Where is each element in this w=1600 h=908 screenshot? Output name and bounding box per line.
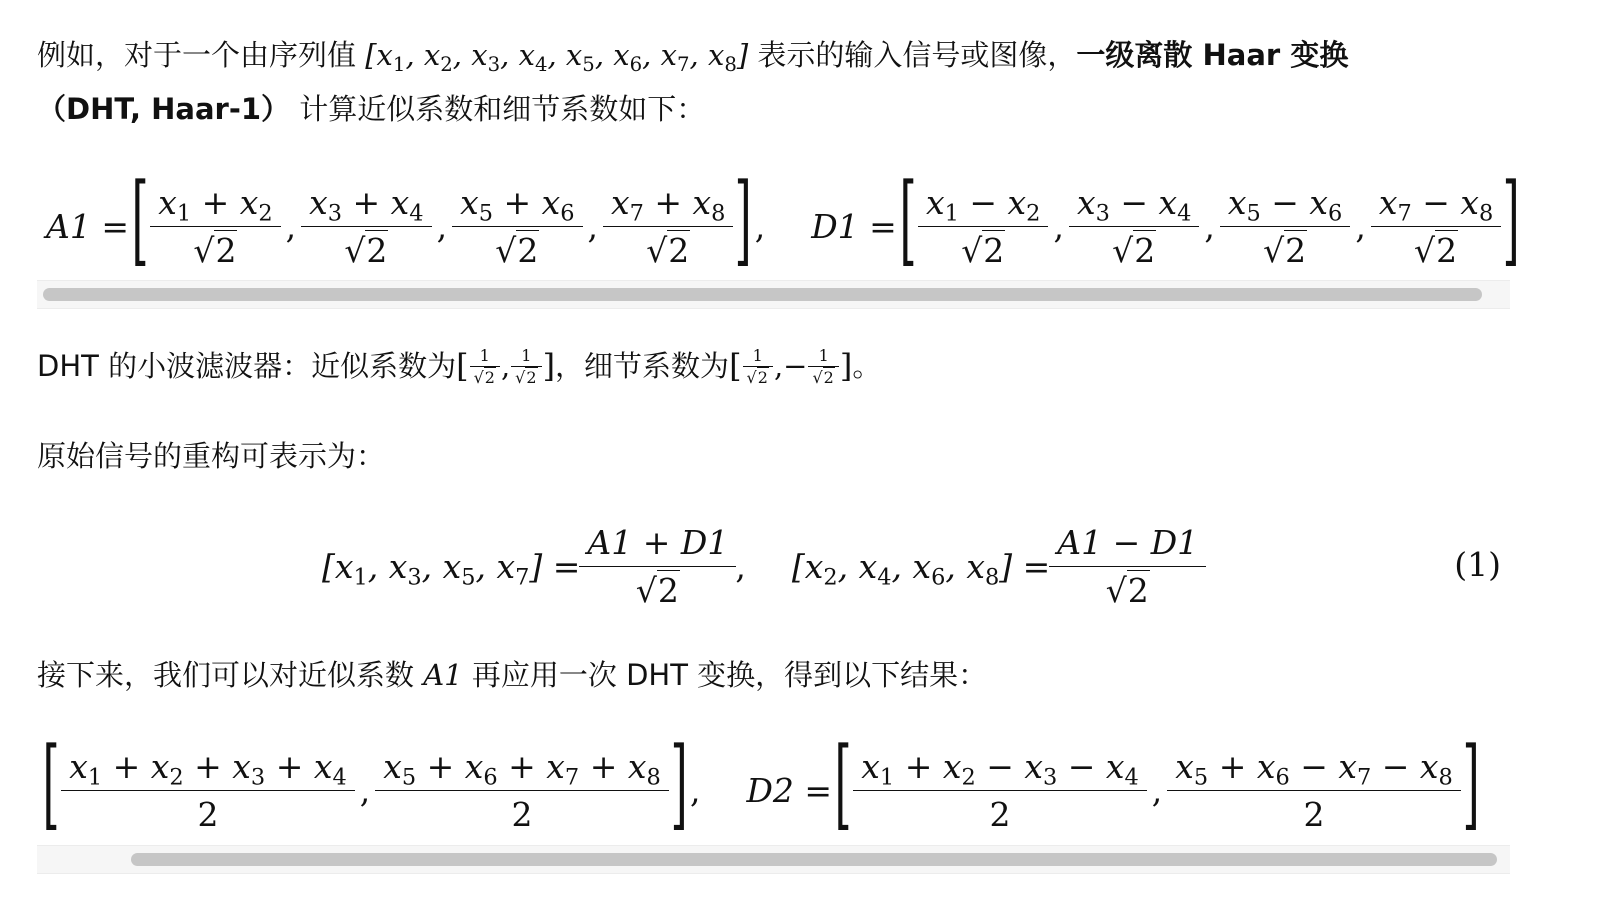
d1-term-4: [1375, 183, 1497, 270]
a2-term-1: [65, 747, 351, 834]
numerator: $x_5 - x_6$: [1227, 182, 1343, 227]
denominator: 2: [853, 790, 1147, 834]
next-text: 接下来，我们可以对近似系数: [37, 658, 415, 692]
denominator: √2: [452, 226, 582, 270]
a1-lhs: A1 =: [46, 206, 129, 246]
numerator: $x_3 + x_4$: [309, 182, 424, 227]
equation-scrollbar-2[interactable]: [37, 845, 1510, 874]
numerator: $x_5 + x_6$: [460, 182, 575, 227]
right-bracket: ]: [1462, 727, 1480, 841]
a1-term-1: [154, 183, 276, 270]
filters-text-2: ，细节系数为: [555, 349, 730, 384]
numerator: $x_1 - x_2$: [926, 182, 1041, 227]
reconstruct-text: 原始信号的重构可表示为：: [37, 439, 386, 473]
numerator: $x_7 + x_8$: [611, 182, 726, 227]
input-vector: [$x_1$, $x_2$, $x_3$, $x_4$, $x_5$, $x_6$, $x_7$, $x_8$]: [365, 38, 749, 76]
odd-fraction: [583, 523, 732, 610]
a1-term-3: [456, 183, 578, 270]
approx-coef-2: $\frac{1}{√2}$: [513, 346, 539, 387]
denominator: √2: [603, 226, 733, 270]
equation-level1: A1 = [ $\frac{x_1 + x_2}{√2}$ , $\frac{x_3 + x_4}{√2}$ , $\frac{x_5 + x_6}{√2}$ , $\frac{x_7 + x_8}{√2}$ ] , D1 = [ $\frac{x_1 - x_2}{√2}$ , $\frac{x_3 - x_4}{√2}$ , $\frac{x_5 - x_6}{√2}$ , $\frac{x_7 - x_8}{√2}$ ]: [46, 163, 1520, 277]
equation-scrollbar-1[interactable]: [37, 280, 1510, 309]
dht-abbr: （DHT, Haar-1）: [37, 92, 291, 126]
numerator: $x_1 + x_2 + x_3 + x_4$: [69, 746, 347, 791]
denominator: 2: [1167, 790, 1461, 834]
even-fraction: [1053, 523, 1202, 610]
dht-term: 一级离散 Haar 变换: [1076, 38, 1349, 72]
d2-lhs: D2 =: [746, 770, 833, 810]
left-bracket: [: [131, 163, 149, 277]
numerator: $x_5 + x_6 + x_7 + x_8$: [383, 746, 661, 791]
denominator: √2: [1069, 226, 1199, 270]
numerator: $x_5 + x_6 - x_7 - x_8$: [1175, 746, 1453, 791]
right-bracket: ]: [734, 163, 753, 277]
odd-lhs: [$x_1$, $x_3$, $x_5$, $x_7$] =: [322, 546, 581, 591]
right-bracket: ]: [670, 727, 688, 841]
d2-term-1: [857, 747, 1143, 834]
numerator: A1 + D1: [587, 522, 729, 562]
denominator: √2: [301, 226, 431, 270]
numerator: $x_3 - x_4$: [1076, 182, 1192, 227]
intro-text-2: 表示的输入信号或图像，: [757, 38, 1077, 72]
denominator: √2: [150, 226, 280, 270]
denominator: √2: [1049, 566, 1206, 610]
denominator: √2: [579, 566, 736, 610]
d1-lhs: D1 =: [811, 206, 897, 246]
denominator: √2: [918, 226, 1048, 270]
left-bracket: [: [42, 727, 60, 841]
d1-term-3: [1224, 183, 1346, 270]
intro-text: 例如，对于一个由序列值: [37, 38, 357, 72]
numerator: A1 − D1: [1057, 522, 1199, 562]
next-line: [37, 658, 987, 693]
filters-text: DHT 的小波滤波器：近似系数为: [37, 349, 457, 384]
numerator: $x_7 - x_8$: [1378, 182, 1494, 227]
next-text-2: 再应用一次 DHT 变换，得到以下结果：: [471, 658, 988, 692]
intro-line-1: [37, 38, 1349, 76]
even-lhs: [$x_2$, $x_4$, $x_6$, $x_8$] =: [791, 546, 1051, 591]
scrollbar-thumb[interactable]: [131, 853, 1496, 866]
denominator: √2: [1220, 226, 1350, 270]
a1-term-2: [305, 183, 427, 270]
denominator: 2: [61, 790, 355, 834]
equation-level2: [ $\frac{x_1 + x_2 + x_3 + x_4}{2}$ , $\frac{x_5 + x_6 + x_7 + x_8}{2}$ ] , D2 = [ $\frac{x_1 + x_2 - x_3 - x_4}{2}$ , $\frac{x_5 + x_6 - x_7 - x_8}{2}$ ]: [42, 727, 1480, 841]
a1-term-4: [607, 183, 729, 270]
d2-term-2: [1171, 747, 1457, 834]
a2-term-2: [379, 747, 665, 834]
left-bracket: [: [899, 163, 917, 277]
denominator: √2: [1371, 226, 1501, 270]
d1-term-2: [1073, 183, 1195, 270]
numerator: $x_1 + x_2 - x_3 - x_4$: [861, 746, 1139, 791]
denominator: 2: [375, 790, 669, 834]
detail-coef-1: $\frac{1}{√2}$: [745, 346, 771, 387]
numerator: $x_1 + x_2$: [158, 182, 273, 227]
a1-symbol: A1: [423, 658, 463, 692]
right-bracket: ]: [1502, 163, 1520, 277]
intro-text-3: 计算近似系数和细节系数如下：: [299, 92, 706, 126]
approx-coef-1: $\frac{1}{√2}$: [472, 346, 498, 387]
detail-coef-2: $\frac{1}{√2}$: [810, 346, 836, 387]
filters-line: DHT 的小波滤波器：近似系数为 [ $\frac{1}{√2}$ , $\frac{1}{√2}$ ] ，细节系数为 [ $\frac{1}{√2}$ , − $\frac{1}{√2}$ ] 。: [37, 346, 882, 388]
intro-line-2: [37, 92, 705, 127]
filters-text-3: 。: [852, 349, 882, 384]
left-bracket: [: [834, 727, 852, 841]
d1-term-1: [922, 183, 1044, 270]
equation-reconstruct: [$x_1$, $x_3$, $x_5$, $x_7$] = $\frac{A1 + D1}{√2}$ , [$x_2$, $x_4$, $x_6$, $x_8$] = $\frac{A1 - D1}{√2}$: [322, 516, 1205, 616]
scrollbar-thumb[interactable]: [43, 288, 1482, 301]
equation-number: (1): [1454, 545, 1501, 584]
